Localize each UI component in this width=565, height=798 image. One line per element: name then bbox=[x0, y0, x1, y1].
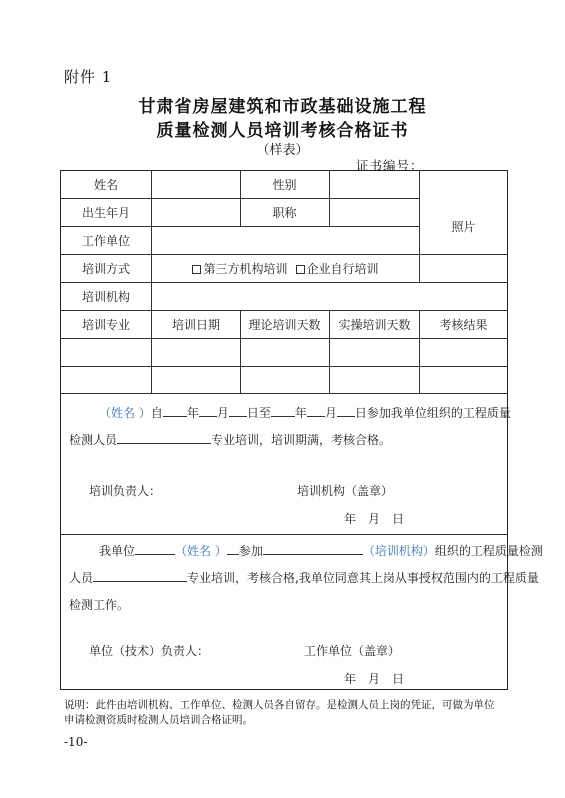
section2-line3: 检测工作。 bbox=[69, 598, 130, 612]
employer-label: 工作单位 bbox=[81, 233, 130, 248]
sample-label: （样表） bbox=[256, 143, 309, 158]
blank-field[interactable] bbox=[163, 404, 187, 417]
job-title-field[interactable] bbox=[330, 198, 419, 226]
checkbox[interactable] bbox=[296, 265, 305, 274]
col-header-specialty: 培训专业 bbox=[81, 317, 130, 332]
row-divider bbox=[61, 534, 507, 535]
blank-field[interactable] bbox=[263, 542, 363, 555]
employer-field[interactable] bbox=[152, 226, 419, 254]
certificate-form bbox=[60, 170, 543, 690]
attachment-label: 附件 1 bbox=[64, 68, 113, 86]
row-divider bbox=[61, 393, 507, 394]
unit-principal-label: 单位（技术）负责人： bbox=[89, 644, 210, 658]
date-line: 年 月 日 bbox=[344, 512, 405, 526]
training-method-label: 培训方式 bbox=[81, 261, 130, 276]
blank-field[interactable] bbox=[229, 404, 247, 417]
section1-line1: （姓名 ）自 年 月 日至 年 月 日参加我单位组织的工程质量 bbox=[99, 406, 511, 420]
name-field[interactable] bbox=[152, 171, 240, 198]
cert-number-label: 证书编号： bbox=[356, 158, 424, 173]
row-divider bbox=[61, 338, 507, 339]
page-number: -10- bbox=[64, 735, 88, 749]
training-org-seal-label: 培训机构（盖章） bbox=[297, 484, 394, 498]
third-party-option[interactable]: 第三方机构培训 bbox=[192, 260, 287, 277]
training-method-options bbox=[152, 254, 419, 282]
section2-line1: 我单位 （姓名 ） 参加 （培训机构）组织的工程质量检测 bbox=[99, 544, 543, 558]
employer-seal-label: 工作单位（盖章） bbox=[304, 644, 401, 658]
gender-field[interactable] bbox=[330, 171, 419, 198]
name-placeholder: （姓名 ） bbox=[99, 406, 151, 420]
blank-field[interactable] bbox=[199, 404, 217, 417]
blank-field[interactable] bbox=[93, 569, 187, 582]
footnote: 说明：此件由培训机构、工作单位、检测人员各自留存。是检测人员上岗的凭证，可做为单位申请检测资质时检测人员培训合格证明。 bbox=[64, 699, 495, 726]
col-header-theory-days: 理论培训天数 bbox=[248, 317, 321, 332]
blank-field[interactable] bbox=[337, 404, 355, 417]
document-title-line2: 质量检测人员培训考核合格证书 bbox=[156, 121, 409, 141]
birth-field[interactable] bbox=[152, 198, 240, 226]
blank-field[interactable] bbox=[227, 542, 239, 555]
blank-field[interactable] bbox=[117, 431, 211, 444]
col-header-practice-days: 实操培训天数 bbox=[338, 317, 411, 332]
photo-box: 照片 bbox=[451, 220, 476, 234]
name-label: 姓名 bbox=[93, 178, 118, 192]
date-line: 年 月 日 bbox=[344, 672, 405, 686]
section2-line2: 人员 专业培训，考核合格,我单位同意其上岗从事授权范围内的工程质量 bbox=[69, 571, 539, 585]
checkbox[interactable] bbox=[192, 265, 201, 274]
blank-field[interactable] bbox=[135, 542, 175, 555]
document-title-line1: 甘肃省房屋建筑和市政基础设施工程 bbox=[138, 97, 427, 117]
blank-field[interactable] bbox=[271, 404, 295, 417]
training-principal-label: 培训负责人： bbox=[89, 484, 162, 498]
training-org-label: 培训机构 bbox=[81, 289, 130, 304]
training-org-field[interactable] bbox=[152, 282, 507, 310]
self-training-option[interactable]: 企业自行培训 bbox=[296, 260, 379, 277]
blank-field[interactable] bbox=[307, 404, 325, 417]
gender-label: 性别 bbox=[272, 178, 297, 192]
job-title-label: 职称 bbox=[272, 205, 297, 220]
col-header-result: 考核结果 bbox=[439, 317, 488, 332]
row-divider bbox=[61, 366, 507, 367]
org-placeholder: （培训机构） bbox=[362, 544, 435, 558]
col-header-date: 培训日期 bbox=[171, 317, 220, 332]
name-placeholder: （姓名 ） bbox=[175, 544, 227, 558]
section1-line2: 检测人员 专业培训，培训期满，考核合格。 bbox=[69, 433, 392, 447]
birth-label: 出生年月 bbox=[81, 205, 130, 220]
